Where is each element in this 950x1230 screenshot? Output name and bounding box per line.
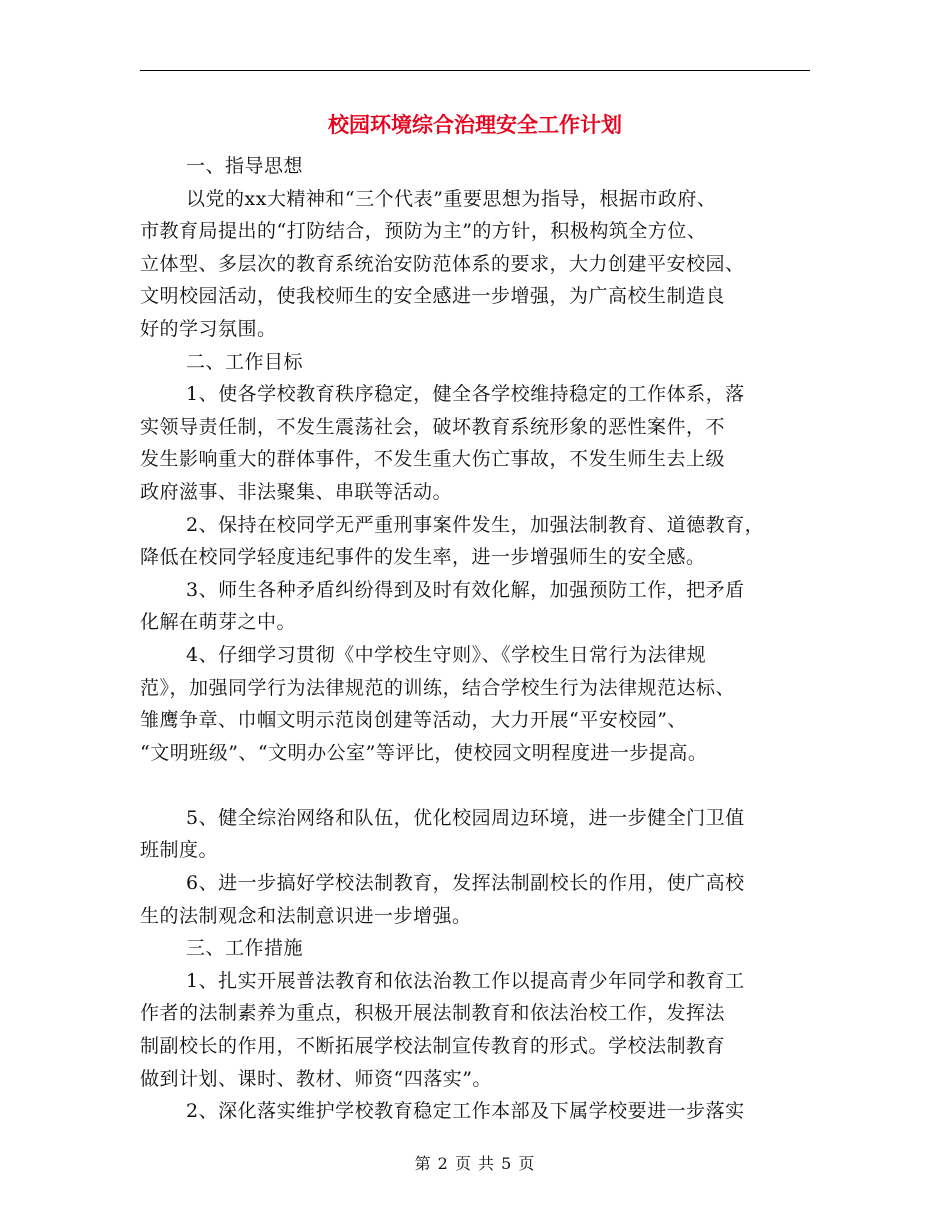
text-line: “文明班级”、“文明办公室”等评比，使校园文明程度进一步提高。 [140, 741, 708, 764]
text-line: 6、进一步搞好学校法制教育，发挥法制副校长的作用，使广高校 [186, 872, 745, 895]
text-line: 1、扎实开展普法教育和依法治教工作以提高青少年同学和教育工 [186, 969, 745, 992]
text-line: 2、保持在校同学无严重刑事案件发生，加强法制教育、道德教育， [186, 513, 765, 536]
document-title: 校园环境综合治理安全工作计划 [328, 112, 622, 137]
text-line: 班制度。 [140, 839, 219, 862]
text-line: 三、工作措施 [186, 937, 304, 960]
text-line: 4、仔细学习贯彻《中学校生守则》、《学校生日常行为法律规 [186, 643, 707, 666]
text-line: 政府滋事、非法聚集、串联等活动。 [140, 480, 453, 503]
text-line: 雏鹰争章、巾帼文明示范岗创建等活动，大力开展“平安校园”、 [140, 709, 687, 732]
document-body [140, 150, 820, 1128]
text-line: 制副校长的作用，不断拓展学校法制宣传教育的形式。学校法制教育 [140, 1035, 726, 1058]
text-line: 以党的xx大精神和“三个代表”重要思想为指导，根据市政府、 [186, 187, 717, 210]
text-line: 好的学习氛围。 [140, 317, 277, 340]
text-line: 5、健全综治网络和队伍，优化校园周边环境，进一步健全门卫值 [186, 806, 745, 829]
text-line: 一、指导思想 [186, 155, 304, 177]
text-line: 化解在萌芽之中。 [140, 611, 297, 634]
text-line: 立体型、多层次的教育系统治安防范体系的要求，大力创建平安校园、 [140, 252, 745, 275]
text-line: 文明校园活动，使我校师生的安全感进一步增强，为广高校生制造良 [140, 285, 726, 308]
text-line: 范》，加强同学行为法律规范的训练，结合学校生行为法律规范达标、 [140, 676, 736, 699]
text-line: 2、深化落实维护学校教育稳定工作本部及下属学校要进一步落实 [186, 1100, 745, 1123]
text-line: 作者的法制素养为重点，积极开展法制教育和依法治校工作，发挥法 [140, 1002, 726, 1025]
text-line: 实领导责任制，不发生震荡社会，破坏教育系统形象的恶性案件，不 [140, 415, 726, 438]
text-line: 3、师生各种矛盾纠纷得到及时有效化解，加强预防工作，把矛盾 [186, 578, 745, 601]
text-line: 生的法制观念和法制意识进一步增强。 [140, 904, 472, 927]
page-number: 第 2 页 共 5 页 [414, 1154, 536, 1173]
text-line: 市教育局提出的“打防结合，预防为主”的方针，积极构筑全方位、 [140, 220, 707, 243]
text-line: 1、使各学校教育秩序稳定，健全各学校维持稳定的工作体系，落 [186, 383, 745, 406]
text-line: 做到计划、课时、教材、师资“四落实”。 [140, 1067, 492, 1090]
text-line: 二、工作目标 [186, 350, 304, 373]
text-line: 发生影响重大的群体事件，不发生重大伤亡事故，不发生师生去上级 [140, 448, 726, 471]
blank-line [140, 769, 820, 802]
header-rule [140, 70, 810, 71]
text-line: 降低在校同学轻度违纪事件的发生率，进一步增强师生的安全感。 [140, 546, 706, 569]
